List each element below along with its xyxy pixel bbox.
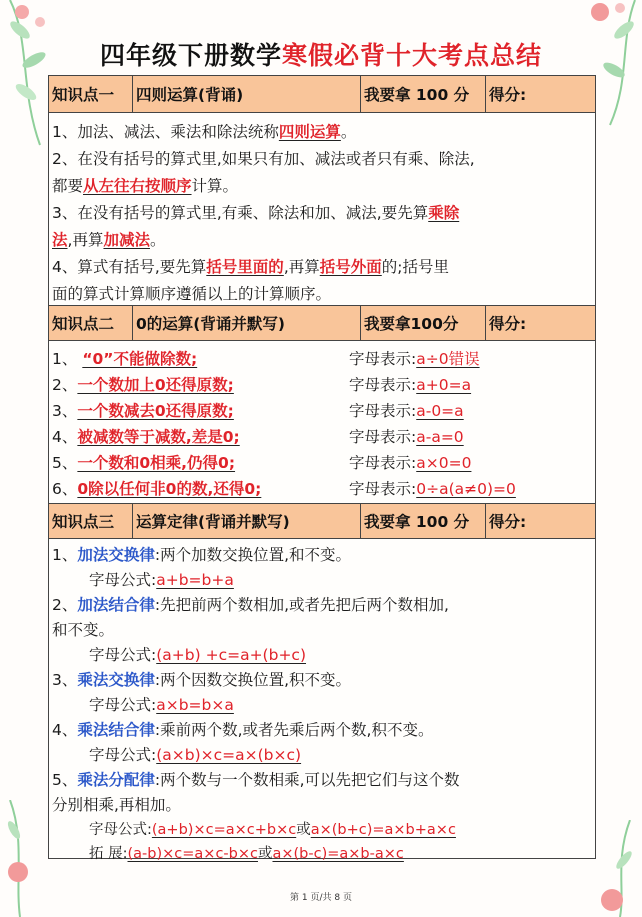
zero-rule-formula: 字母表示:a-0=a [349, 402, 464, 420]
s1-line-4: 3、在没有括号的算式里,有乘、除法和加、减法,要先算乘除 [52, 204, 460, 222]
formula-add-associative: 字母公式:(a+b) +c=a+(b+c) [89, 646, 307, 664]
s1-line-2: 2、在没有括号的算式里,如果只有加、减法或者只有乘、除法, [52, 150, 475, 168]
section-header-1 [49, 76, 595, 113]
law-mul-associative: 4、乘法结合律:乘前两个数,或者先乘后两个数,积不变。 [52, 721, 434, 739]
score-goal: 我要拿 100 分 [361, 504, 486, 538]
zero-rule-row: 6、0除以任何非0的数,还得0; [52, 480, 262, 498]
zero-rule-row: 5、一个数和0相乘,仍得0; [52, 454, 236, 472]
law-mul-commutative: 3、乘法交换律:两个因数交换位置,积不变。 [52, 671, 352, 689]
s1-line-7: 面的算式计算顺序遵循以上的计算顺序。 [52, 285, 332, 303]
score-field: 得分: [489, 315, 527, 333]
page-title [0, 36, 642, 72]
zero-rule-row: 3、一个数减去0还得原数; [52, 402, 234, 420]
section-header-2 [49, 305, 595, 341]
law-add-commutative: 1、加法交换律:两个加数交换位置,和不变。 [52, 546, 352, 564]
title-part-red: 寒假必背十大考点总结 [282, 41, 543, 70]
formula-extension: 拓 展:(a-b)×c=a×c-b×c或a×(b-c)=a×b-a×c [89, 846, 404, 862]
formula-add-commutative: 字母公式:a+b=b+a [89, 571, 234, 589]
zero-rule-formula: 字母表示:a÷0错误 [349, 350, 480, 368]
formula-distributive: 字母公式:(a+b)×c=a×c+b×c或a×(b+c)=a×b+a×c [89, 822, 456, 838]
zero-rule-formula: 字母表示:a-a=0 [349, 428, 464, 446]
s1-line-5: 法,再算加减法。 [52, 231, 166, 249]
section-header-3 [49, 503, 595, 539]
section-label: 知识点二 [49, 306, 133, 340]
s1-line-1: 1、加法、减法、乘法和除法统称四则运算。 [52, 123, 357, 141]
zero-rule-row: 4、被减数等于减数,差是0; [52, 428, 240, 446]
score-field: 得分: [489, 86, 527, 104]
formula-mul-commutative: 字母公式:a×b=b×a [89, 696, 234, 714]
zero-rule-row: 2、一个数加上0还得原数; [52, 376, 234, 394]
law-distributive: 5、乘法分配律:两个数与一个数相乘,可以先把它们与这个数 [52, 771, 460, 789]
zero-rule-formula: 字母表示:0÷a(a≠0)=0 [349, 480, 516, 498]
zero-rule-formula: 字母表示:a+0=a [349, 376, 472, 394]
s1-line-6: 4、算式有括号,要先算括号里面的,再算括号外面的;括号里 [52, 258, 449, 276]
law-add-associative-cont: 和不变。 [52, 621, 115, 639]
section-topic: 四则运算(背诵) [133, 76, 361, 112]
score-goal: 我要拿 100 分 [361, 76, 486, 112]
title-part-black: 四年级下册数学 [99, 41, 282, 70]
zero-rule-row: 1、 “0”不能做除数; [52, 350, 198, 368]
zero-rule-formula: 字母表示:a×0=0 [349, 454, 472, 472]
score-field: 得分: [489, 513, 527, 531]
section-topic: 0的运算(背诵并默写) [133, 306, 361, 340]
page-footer: 第 1 页/共 8 页 [290, 893, 352, 903]
formula-mul-associative: 字母公式:(a×b)×c=a×(b×c) [89, 746, 302, 764]
section-topic: 运算定律(背诵并默写) [133, 504, 361, 538]
section-label: 知识点一 [49, 76, 133, 112]
section-label: 知识点三 [49, 504, 133, 538]
law-add-associative: 2、加法结合律:先把前两个数相加,或者先把后两个数相加, [52, 596, 449, 614]
score-goal: 我要拿100分 [361, 306, 486, 340]
worksheet [48, 75, 596, 862]
law-distributive-cont: 分别相乘,再相加。 [52, 796, 181, 814]
s1-line-3: 都要从左往右按顺序计算。 [52, 177, 239, 195]
